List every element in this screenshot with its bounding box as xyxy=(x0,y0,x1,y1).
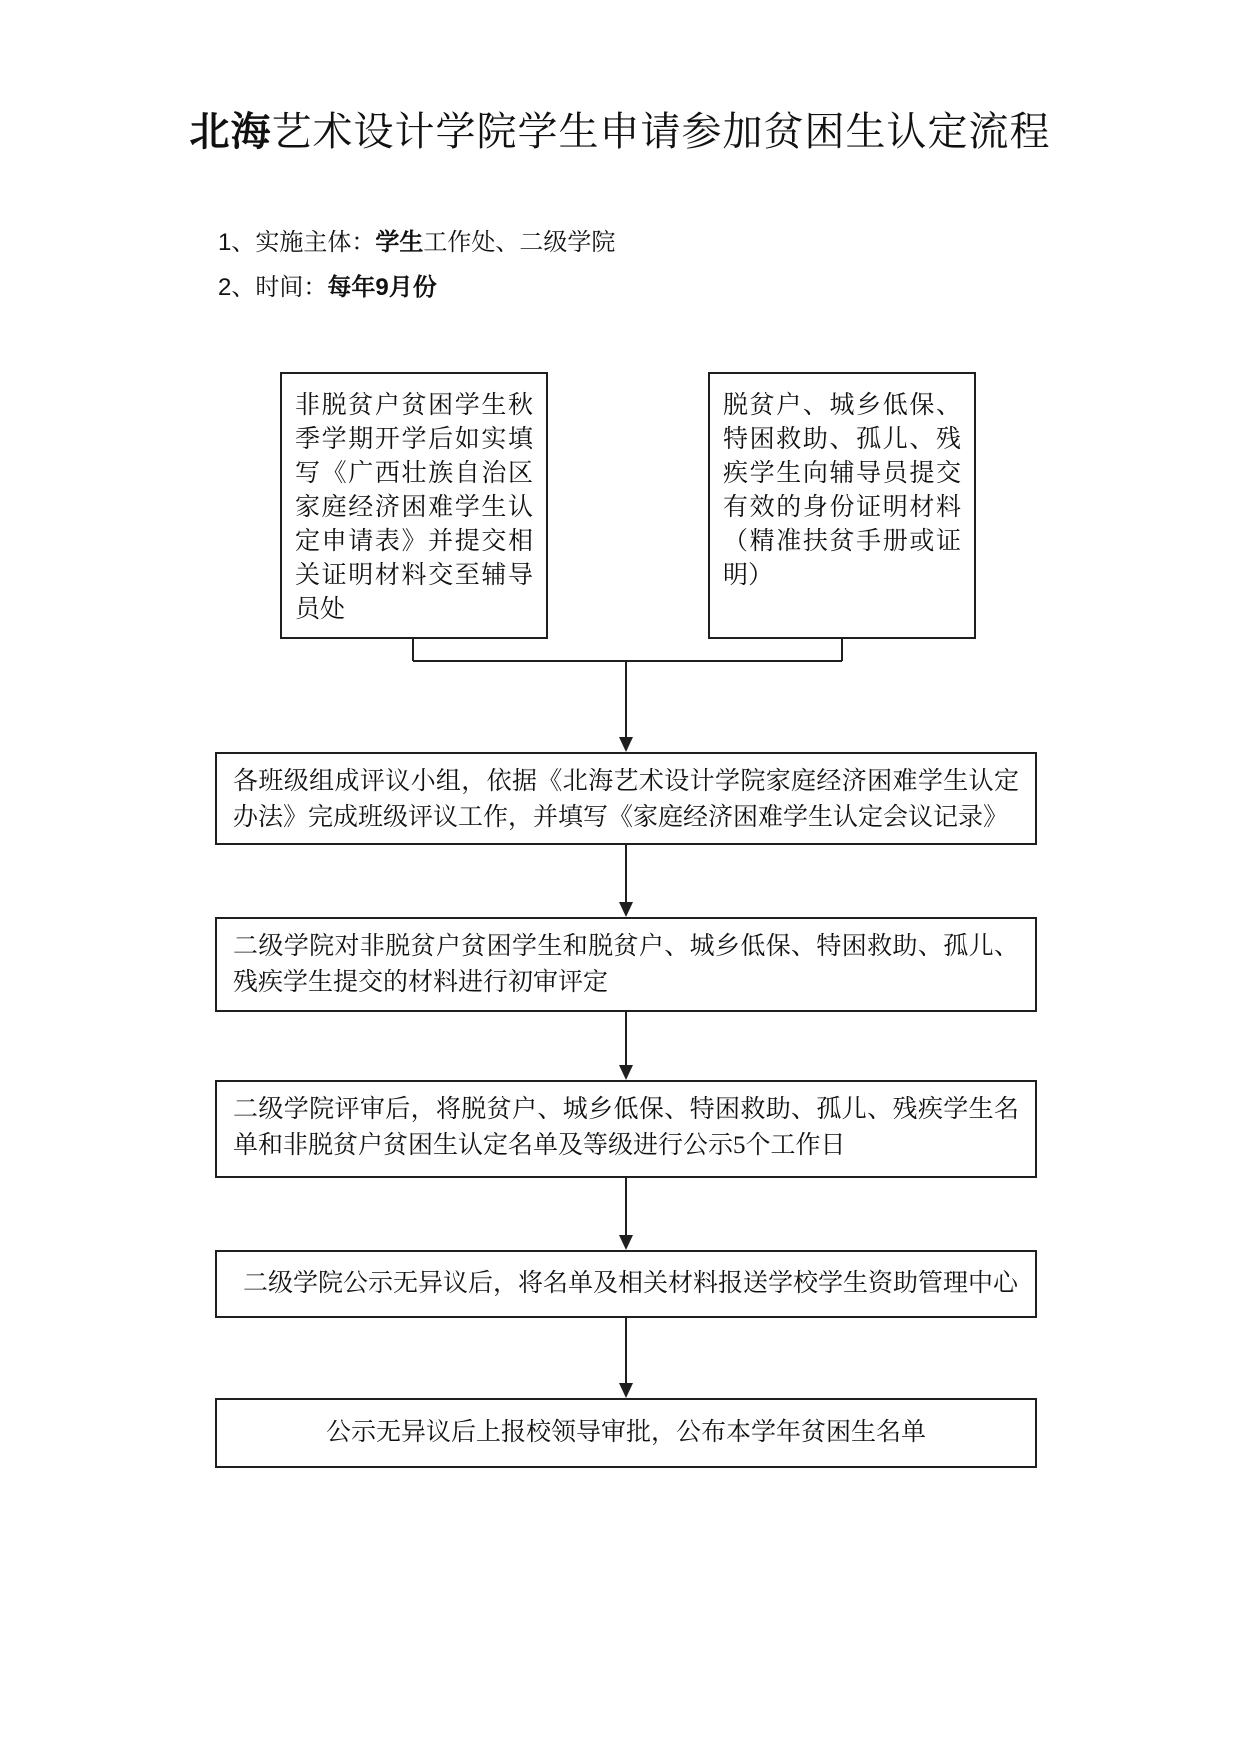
flow-step-class-review: 各班级组成评议小组，依据《北海艺术设计学院家庭经济困难学生认定办法》完成班级评议工作，并填写《家庭经济困难学生认定会议记录》 xyxy=(215,752,1037,845)
arrow-head-icon xyxy=(619,737,633,752)
flow-step-submit-to-funding-center: 二级学院公示无异议后，将名单及相关材料报送学校学生资助管理中心 xyxy=(215,1250,1037,1318)
note-bold-text: 学生 xyxy=(375,229,424,256)
arrow-head-icon xyxy=(619,1383,633,1398)
note-bold-text: 每年9月份 xyxy=(327,274,437,301)
flow-step-college-initial-review: 二级学院对非脱贫户贫困学生和脱贫户、城乡低保、特困救助、孤儿、残疾学生提交的材料进行初审评定 xyxy=(215,917,1037,1012)
title-rest-part: 艺术设计学院学生申请参加贫困生认定流程 xyxy=(271,110,1051,154)
page-title xyxy=(0,100,1240,157)
flow-step-final-approval-publish: 公示无异议后上报校领导审批，公布本学年贫困生名单 xyxy=(215,1398,1037,1468)
arrow-head-icon xyxy=(619,1235,633,1250)
arrow-head-icon xyxy=(619,902,633,917)
note-prefix: 2、时间： xyxy=(218,274,328,301)
flow-step-publicity-5-working-days: 二级学院评审后，将脱贫户、城乡低保、特困救助、孤儿、残疾学生名单和非脱贫户贫困生认定名单及等级进行公示5个工作日 xyxy=(215,1080,1037,1178)
arrow-head-icon xyxy=(619,1065,633,1080)
title-bold-part: 北海 xyxy=(189,110,272,154)
note-suffix: 工作处、二级学院 xyxy=(423,229,616,256)
note-prefix: 1、实施主体： xyxy=(218,229,376,256)
flow-box-special-group-students: 脱贫户、城乡低保、特困救助、孤儿、残疾学生向辅导员提交有效的身份证明材料（精准扶贫手册或证明） xyxy=(708,372,976,639)
note-implementing-body xyxy=(218,227,615,259)
flow-box-non-poverty-students: 非脱贫户贫困学生秋季学期开学后如实填写《广西壮族自治区家庭经济困难学生认定申请表》并提交相关证明材料交至辅导员处 xyxy=(280,372,548,639)
note-time xyxy=(218,272,437,304)
